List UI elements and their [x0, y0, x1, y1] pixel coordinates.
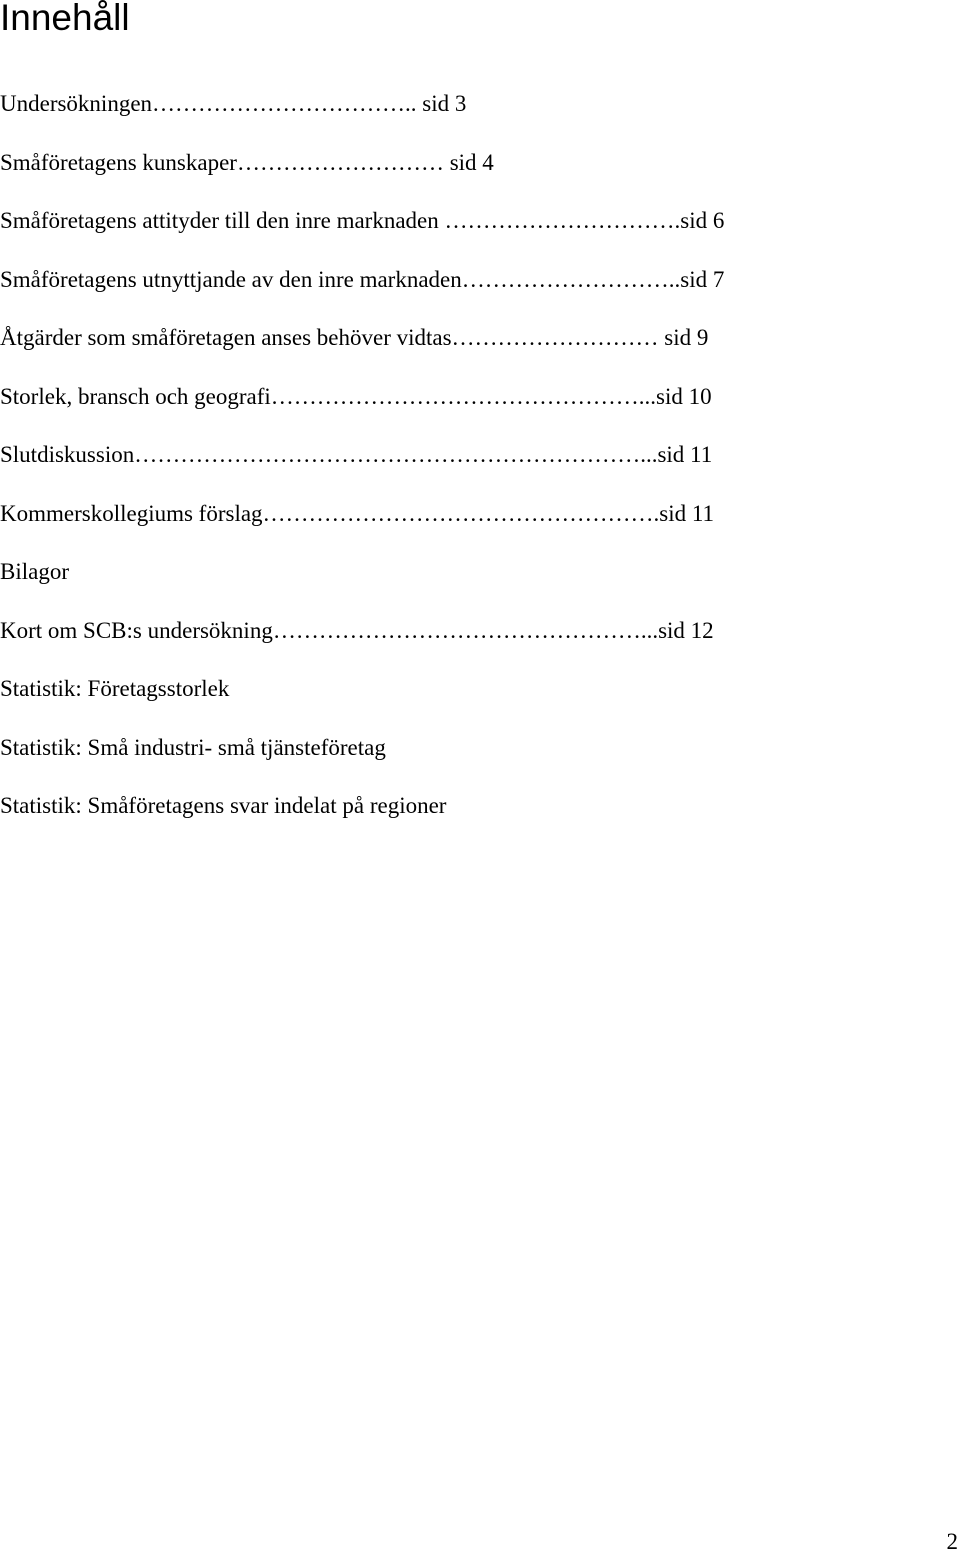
toc-line-statistik-regioner: Statistik: Småföretagens svar indelat på regioner [0, 793, 447, 818]
toc-line-statistik-industri: Statistik: Små industri- små tjänsteföretag [0, 735, 386, 760]
toc-line-storlek: Storlek, bransch och geografi…………………………………………...sid 10 [0, 384, 712, 409]
toc-line-attityder: Småföretagens attityder till den inre marknaden ………………………….sid 6 [0, 208, 725, 233]
toc-line-kunskaper: Småföretagens kunskaper……………………… sid 4 [0, 150, 494, 175]
toc-line-slutdiskussion: Slutdiskussion…………………………………………………………...sid 11 [0, 442, 713, 467]
toc-line-scb: Kort om SCB:s undersökning…………………………………………...sid 12 [0, 618, 714, 643]
toc-line-forslag: Kommerskollegiums förslag…………………………………………….sid 11 [0, 501, 715, 526]
toc-line-utnyttjande: Småföretagens utnyttjande av den inre marknaden………………………..sid 7 [0, 267, 725, 292]
toc-line-atgarder: Åtgärder som småföretagen anses behöver vidtas……………………… sid 9 [0, 325, 709, 350]
page-number: 2 [946, 1529, 958, 1554]
toc-line-undersokningen: Undersökningen…………………………….. sid 3 [0, 91, 467, 116]
page-title: Innehåll [0, 0, 130, 38]
toc-line-bilagor: Bilagor [0, 559, 69, 584]
toc-line-statistik-storlek: Statistik: Företagsstorlek [0, 676, 230, 701]
